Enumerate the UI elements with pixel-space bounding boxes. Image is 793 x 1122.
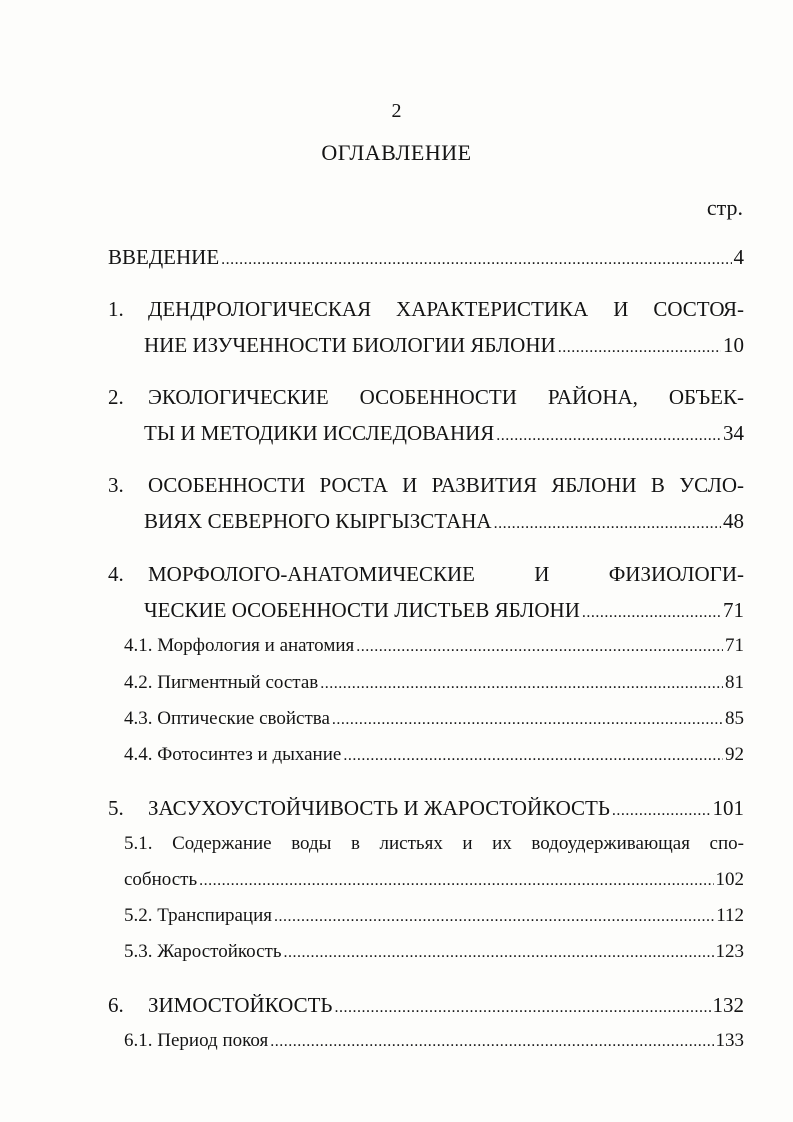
section-title-words: 5.1. Содержание воды в листьях и их водоудерживающая спо- — [124, 833, 744, 854]
toc-chapter-4-line1 — [108, 562, 744, 592]
toc-chapter-3-line1 — [108, 473, 744, 503]
toc-entry-page: 34 — [723, 421, 744, 445]
leader-dots — [343, 744, 723, 766]
chapter-number: 1. — [108, 297, 124, 321]
toc-entry-page: 71 — [723, 598, 744, 622]
toc-chapter-3-line2: ВИЯХ СЕВЕРНОГО КЫРГЫЗСТАНА ..... 48 — [144, 509, 744, 539]
leader-dots — [284, 941, 714, 963]
chapter-number: 5. — [108, 796, 124, 820]
toc-section-5-3: 5.3. Жаростойкость ..... 123 — [124, 941, 744, 971]
chapter-number: 3. — [108, 473, 124, 497]
toc-entry-page: 81 — [725, 672, 744, 693]
chapter-number: 4. — [108, 562, 124, 586]
toc-section-5-2: 5.2. Транспирация ..... 112 — [124, 905, 744, 935]
toc-chapter-4-line2: ЧЕСКИЕ ОСОБЕННОСТИ ЛИСТЬЕВ ЯБЛОНИ ..... 71 — [144, 598, 744, 628]
toc-chapter-6: 6. ЗИМОСТОЙКОСТЬ ..... 132 — [108, 993, 744, 1023]
toc-entry-page: 92 — [725, 744, 744, 765]
page-number: 2 — [391, 100, 402, 122]
toc-section-4-1: 4.1. Морфология и анатомия ..... 71 — [124, 635, 744, 665]
toc-chapter-2-line1 — [108, 385, 744, 415]
toc-entry-page: 112 — [716, 905, 744, 926]
toc-section-4-2: 4.2. Пигментный состав ..... 81 — [124, 672, 744, 702]
chapter-title-words: ОСОБЕННОСТИ РОСТА И РАЗВИТИЯ ЯБЛОНИ В УСЛО- — [148, 473, 744, 497]
leader-dots — [274, 905, 714, 927]
toc-chapter-1-line2: НИЕ ИЗУЧЕННОСТИ БИОЛОГИИ ЯБЛОНИ ..... 10 — [144, 333, 744, 363]
leader-dots — [320, 672, 723, 694]
leader-dots — [356, 635, 723, 657]
toc-entry-page: 132 — [712, 993, 744, 1017]
leader-dots — [221, 245, 731, 270]
toc-chapter-5: 5. ЗАСУХОУСТОЙЧИВОСТЬ И ЖАРОСТОЙКОСТЬ ..... 101 — [108, 796, 744, 826]
toc-entry-intro — [108, 245, 744, 275]
toc-entry-page: 101 — [712, 796, 744, 820]
toc-section-5-1-line1 — [124, 833, 744, 863]
leader-dots — [494, 509, 721, 534]
toc-section-4-3: 4.3. Оптические свойства ..... 85 — [124, 708, 744, 738]
toc-section-6-1: 6.1. Период покоя ..... 133 — [124, 1030, 744, 1060]
leader-dots — [558, 333, 721, 358]
toc-title: ОГЛАВЛЕНИЕ — [321, 140, 472, 165]
toc-entry-page: 48 — [723, 509, 744, 533]
toc-entry-page: 85 — [725, 708, 744, 729]
toc-entry-page: 123 — [715, 941, 744, 962]
leader-dots — [199, 869, 713, 891]
chapter-number: 6. — [108, 993, 124, 1017]
toc-entry-label: ВВЕДЕНИЕ — [108, 245, 220, 269]
chapter-title-words: ДЕНДРОЛОГИЧЕСКАЯ ХАРАКТЕРИСТИКА И СОСТОЯ- — [148, 297, 744, 321]
leader-dots — [334, 993, 710, 1018]
leader-dots — [332, 708, 723, 730]
toc-entry-page: 10 — [723, 333, 744, 357]
chapter-title-words: ЭКОЛОГИЧЕСКИЕ ОСОБЕННОСТИ РАЙОНА, ОБЪЕК- — [148, 385, 744, 409]
leader-dots — [270, 1030, 713, 1052]
toc-entry-page: 4 — [733, 245, 744, 269]
pages-column-label: стр. — [706, 195, 743, 220]
chapter-number: 2. — [108, 385, 124, 409]
chapter-title-words: МОРФОЛОГО-АНАТОМИЧЕСКИЕ И ФИЗИОЛОГИ- — [148, 562, 744, 586]
toc-chapter-1-line1 — [108, 297, 744, 327]
toc-section-4-4: 4.4. Фотосинтез и дыхание ..... 92 — [124, 744, 744, 774]
toc-chapter-2-line2: ТЫ И МЕТОДИКИ ИССЛЕДОВАНИЯ ..... 34 — [144, 421, 744, 451]
toc-section-5-1-line2: собность ..... 102 — [124, 869, 744, 899]
leader-dots — [582, 598, 721, 623]
toc-entry-page: 71 — [725, 635, 744, 656]
toc-entry-page: 133 — [715, 1030, 744, 1051]
leader-dots — [496, 421, 721, 446]
toc-entry-page: 102 — [715, 869, 744, 890]
leader-dots — [612, 796, 711, 821]
